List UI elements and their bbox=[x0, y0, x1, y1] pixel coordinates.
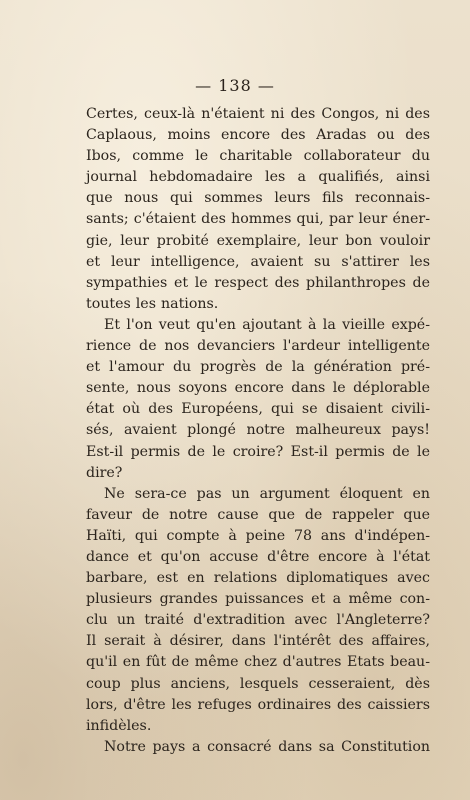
text-line: sympathies et le respect des philanthropes de bbox=[86, 274, 430, 291]
text-line: Et l'on veut qu'en ajoutant à la vieille expé- bbox=[104, 316, 430, 333]
text-line: sants; c'étaient des hommes qui, par leur éner- bbox=[86, 211, 430, 228]
text-line: toutes les nations. bbox=[86, 295, 219, 312]
text-line: Ne sera-ce pas un argument éloquent en bbox=[104, 485, 430, 502]
text-line: plusieurs grandes puissances et a même con- bbox=[86, 591, 430, 608]
text-line: lors, d'être les refuges ordinaires des caissiers bbox=[86, 696, 430, 713]
text-line: état où des Européens, qui se disaient civili- bbox=[86, 401, 430, 418]
text-line: Certes, ceux-là n'étaient ni des Congos, ni des bbox=[86, 106, 430, 122]
text-line: qu'il en fût de même chez d'autres Etats beau- bbox=[86, 654, 430, 671]
text-line: Haïti, qui compte à peine 78 ans d'indépen- bbox=[86, 527, 430, 544]
text-line: sés, avaient plongé notre malheureux pays! bbox=[86, 422, 430, 439]
text-line: dance et qu'on accuse d'être encore à l'état bbox=[86, 548, 430, 565]
text-line: et l'amour du progrès de la génération pré- bbox=[86, 359, 430, 376]
text-line: que nous qui sommes leurs fils reconnais- bbox=[86, 190, 430, 207]
text-line: infidèles. bbox=[86, 717, 152, 734]
page-number: — 138 — bbox=[195, 76, 275, 95]
text-line: dire? bbox=[86, 464, 123, 481]
text-line: clu un traité d'extradition avec l'Angleterre? bbox=[86, 612, 430, 629]
text-line: barbare, est en relations diplomatiques avec bbox=[86, 570, 430, 587]
text-line: coup plus anciens, lesquels cesseraient, dès bbox=[86, 675, 430, 692]
text-line: sente, nous soyons encore dans le déplorable bbox=[86, 380, 430, 397]
text-line: Il serait à désirer, dans l'intérêt des affaires, bbox=[86, 633, 430, 650]
text-line: rience de nos devanciers l'ardeur intelligente bbox=[86, 338, 430, 355]
body-text bbox=[86, 104, 430, 758]
text-line: faveur de notre cause que de rappeler que bbox=[86, 506, 430, 523]
text-line: Ibos, comme le charitable collaborateur du bbox=[86, 148, 430, 165]
text-line: Est-il permis de le croire? Est-il permis de le bbox=[86, 443, 430, 460]
text-line: gie, leur probité exemplaire, leur bon vouloir bbox=[86, 232, 430, 249]
text-line: Caplaous, moins encore des Aradas ou des bbox=[86, 127, 430, 144]
text-line: et leur intelligence, avaient su s'attirer les bbox=[86, 253, 430, 270]
text-line: Notre pays a consacré dans sa Constitution bbox=[104, 738, 430, 755]
text-line: journal hebdomadaire les a qualifiés, ainsi bbox=[86, 169, 430, 186]
